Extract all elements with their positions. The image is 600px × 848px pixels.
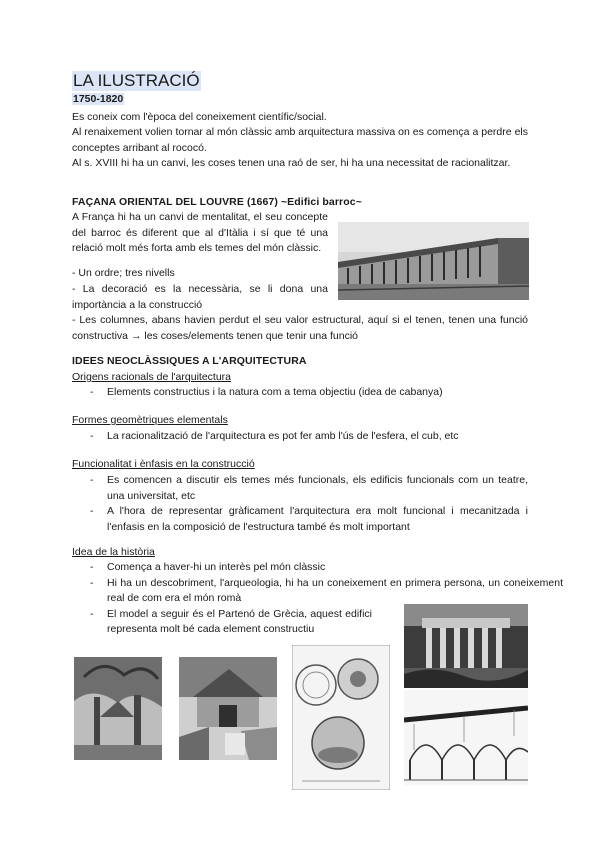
louvre-bullet-columns: - Les columnes, abans havien perdut el seu valor estructural, aquí si el tenen, tenen una funció constructiva → les coses/elements tenen que tenir una funció [72,314,528,342]
intro-line-2: Al renaixement volien tornar al món clàssic amb arquitectura massiva on es comença a perdre els conceptes arribant al rococó. [72,126,528,154]
section-title-historia: Idea de la història [72,546,155,558]
aqueduct-section-image [404,690,528,785]
section-title-funcionalitat: Funcionalitat i ènfasis en la construcció [72,458,255,470]
list-item: - Es comencen a discutir els temes més funcionals, els edificis funcionals com un teatre, una universitat, etc [90,474,528,502]
intro-line-1: Es coneix com l'època del coneixement científic/social. [72,111,327,123]
sphere-plate-image [292,645,390,790]
louvre-facade-image [338,222,529,300]
page-title: LA ILUSTRACIÓ [73,71,200,90]
list-historia [72,560,563,638]
list-item: - El model a seguir és el Partenó de Grècia, aquest edifici representa molt bé cada element constructiu [90,607,372,635]
list-origens [72,385,528,401]
section-title-formes: Formes geomètriques elementals [72,414,228,426]
ruins-engraving-image [404,604,528,688]
list-item: - Elements constructius i la natura com a tema objectiu (idea de cabanya) [90,386,443,398]
louvre-bullet-decoration: - La decoració es la necessària, se li dona una importància a la construcció [72,283,328,311]
geometric-monument-image [179,657,277,760]
list-item: - A l'hora de representar gràficament l'arquitectura era molt funcional i mecanitzada i l'enfasis en la composició de l'estructura també és molt important [90,505,528,533]
list-item: - Hi ha un descobriment, l'arqueologia, hi ha un coneixement en primera persona, un coneixement real de com era el món romà [90,576,563,604]
list-item: - Comença a haver-hi un interès pel món clàssic [90,561,326,573]
louvre-paragraph: A França hi ha un canvi de mentalitat, el seu concepte del barroc és diferent que al d'Itàlia i sí que té una relació molt més forta amb els temes del món clàssic. [72,211,328,254]
intro-line-3: Al s. XVIII hi ha un canvi, les coses tenen una raó de ser, hi ha una necessitat de racionalitzar. [72,157,511,169]
list-item: - La racionalització de l'arquitectura es pot fer amb l'ús de l'esfera, el cub, etc [90,430,459,442]
louvre-heading: FAÇANA ORIENTAL DEL LOUVRE (1667) ~Edifici barroc~ [72,196,362,208]
idees-heading: IDEES NEOCLÀSSIQUES A L'ARQUITECTURA [72,355,307,367]
tree-hut-engraving-image [74,657,162,760]
section-title-origens: Origens racionals de l'arquitectura [72,371,232,383]
list-formes [72,429,528,445]
period-dates: 1750-1820 [73,93,124,105]
louvre-bullet-order: - Un ordre; tres nivells [72,267,175,279]
list-funcionalitat [72,473,528,535]
